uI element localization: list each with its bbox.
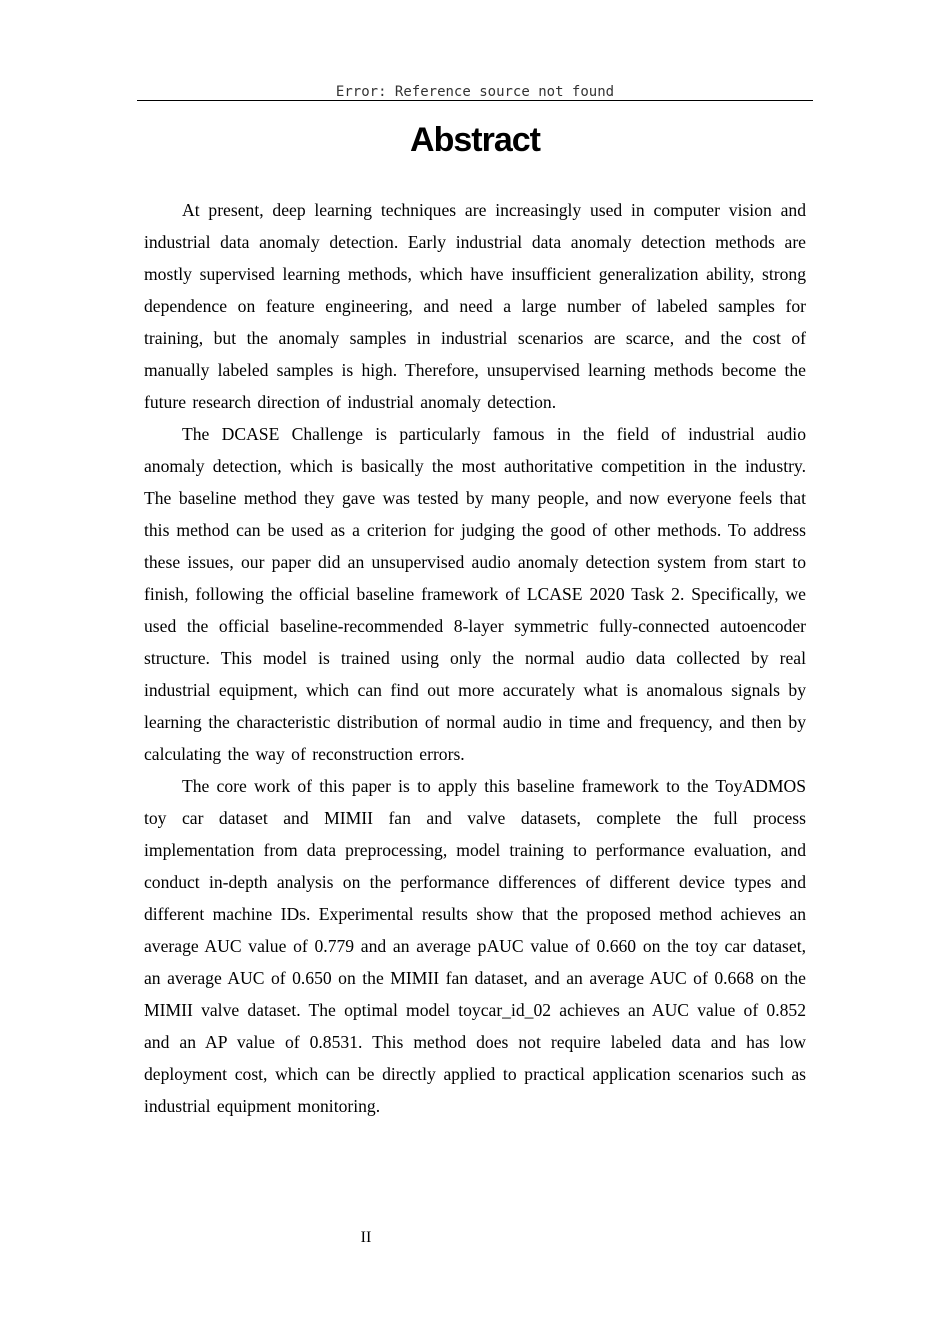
running-head: Error: Reference source not found — [335, 84, 615, 100]
abstract-paragraph-2: The DCASE Challenge is particularly famous in the field of industrial audio anomaly detection, which is basically the most authoritative competition in the industry. The baseline method they gave was tested by many people, and now everyone feels that this method can be used as a criterion for judging the good of other methods. To address these issues, our paper did an unsupervised audio anomaly detection system from start to finish, following the official baseline framework of LCASE 2020 Task 2. Specifically, we used the official baseline-recommended 8-layer symmetric fully-connected autoencoder structure. This model is trained using only the normal audio data collected by real industrial equipment, which can find out more accurately what is anomalous signals by learning the characteristic distribution of normal audio in time and frequency, and then by calculating the way of reconstruction errors. — [144, 424, 806, 764]
page-number: II — [360, 1229, 372, 1246]
abstract-body — [144, 194, 806, 1122]
header-divider — [137, 100, 813, 101]
page-title: Abstract — [410, 121, 540, 159]
abstract-paragraph-1: At present, deep learning techniques are increasingly used in computer vision and industrial data anomaly detection. Early industrial data anomaly detection methods are mostly supervised learning methods, which have insufficient generalization ability, strong dependence on feature engineering, and need a large number of labeled samples for training, but the anomaly samples in industrial scenarios are scarce, and the cost of manually labeled samples is high. Therefore, unsupervised learning methods become the future research direction of industrial anomaly detection. — [144, 200, 806, 412]
abstract-paragraph-3: The core work of this paper is to apply this baseline framework to the ToyADMOS toy car dataset and MIMII fan and valve datasets, complete the full process implementation from data preprocessing, model training to performance evaluation, and conduct in-depth analysis on the performance differences of different device types and different machine IDs. Experimental results show that the proposed method achieves an average AUC value of 0.779 and an average pAUC value of 0.660 on the toy car dataset, an average AUC of 0.650 on the MIMII fan dataset, and an average AUC of 0.668 on the MIMII valve dataset. The optimal model toycar_id_02 achieves an AUC value of 0.852 and an AP value of 0.8531. This method does not require labeled data and has low deployment cost, which can be directly applied to practical application scenarios such as industrial equipment monitoring. — [144, 776, 806, 1116]
